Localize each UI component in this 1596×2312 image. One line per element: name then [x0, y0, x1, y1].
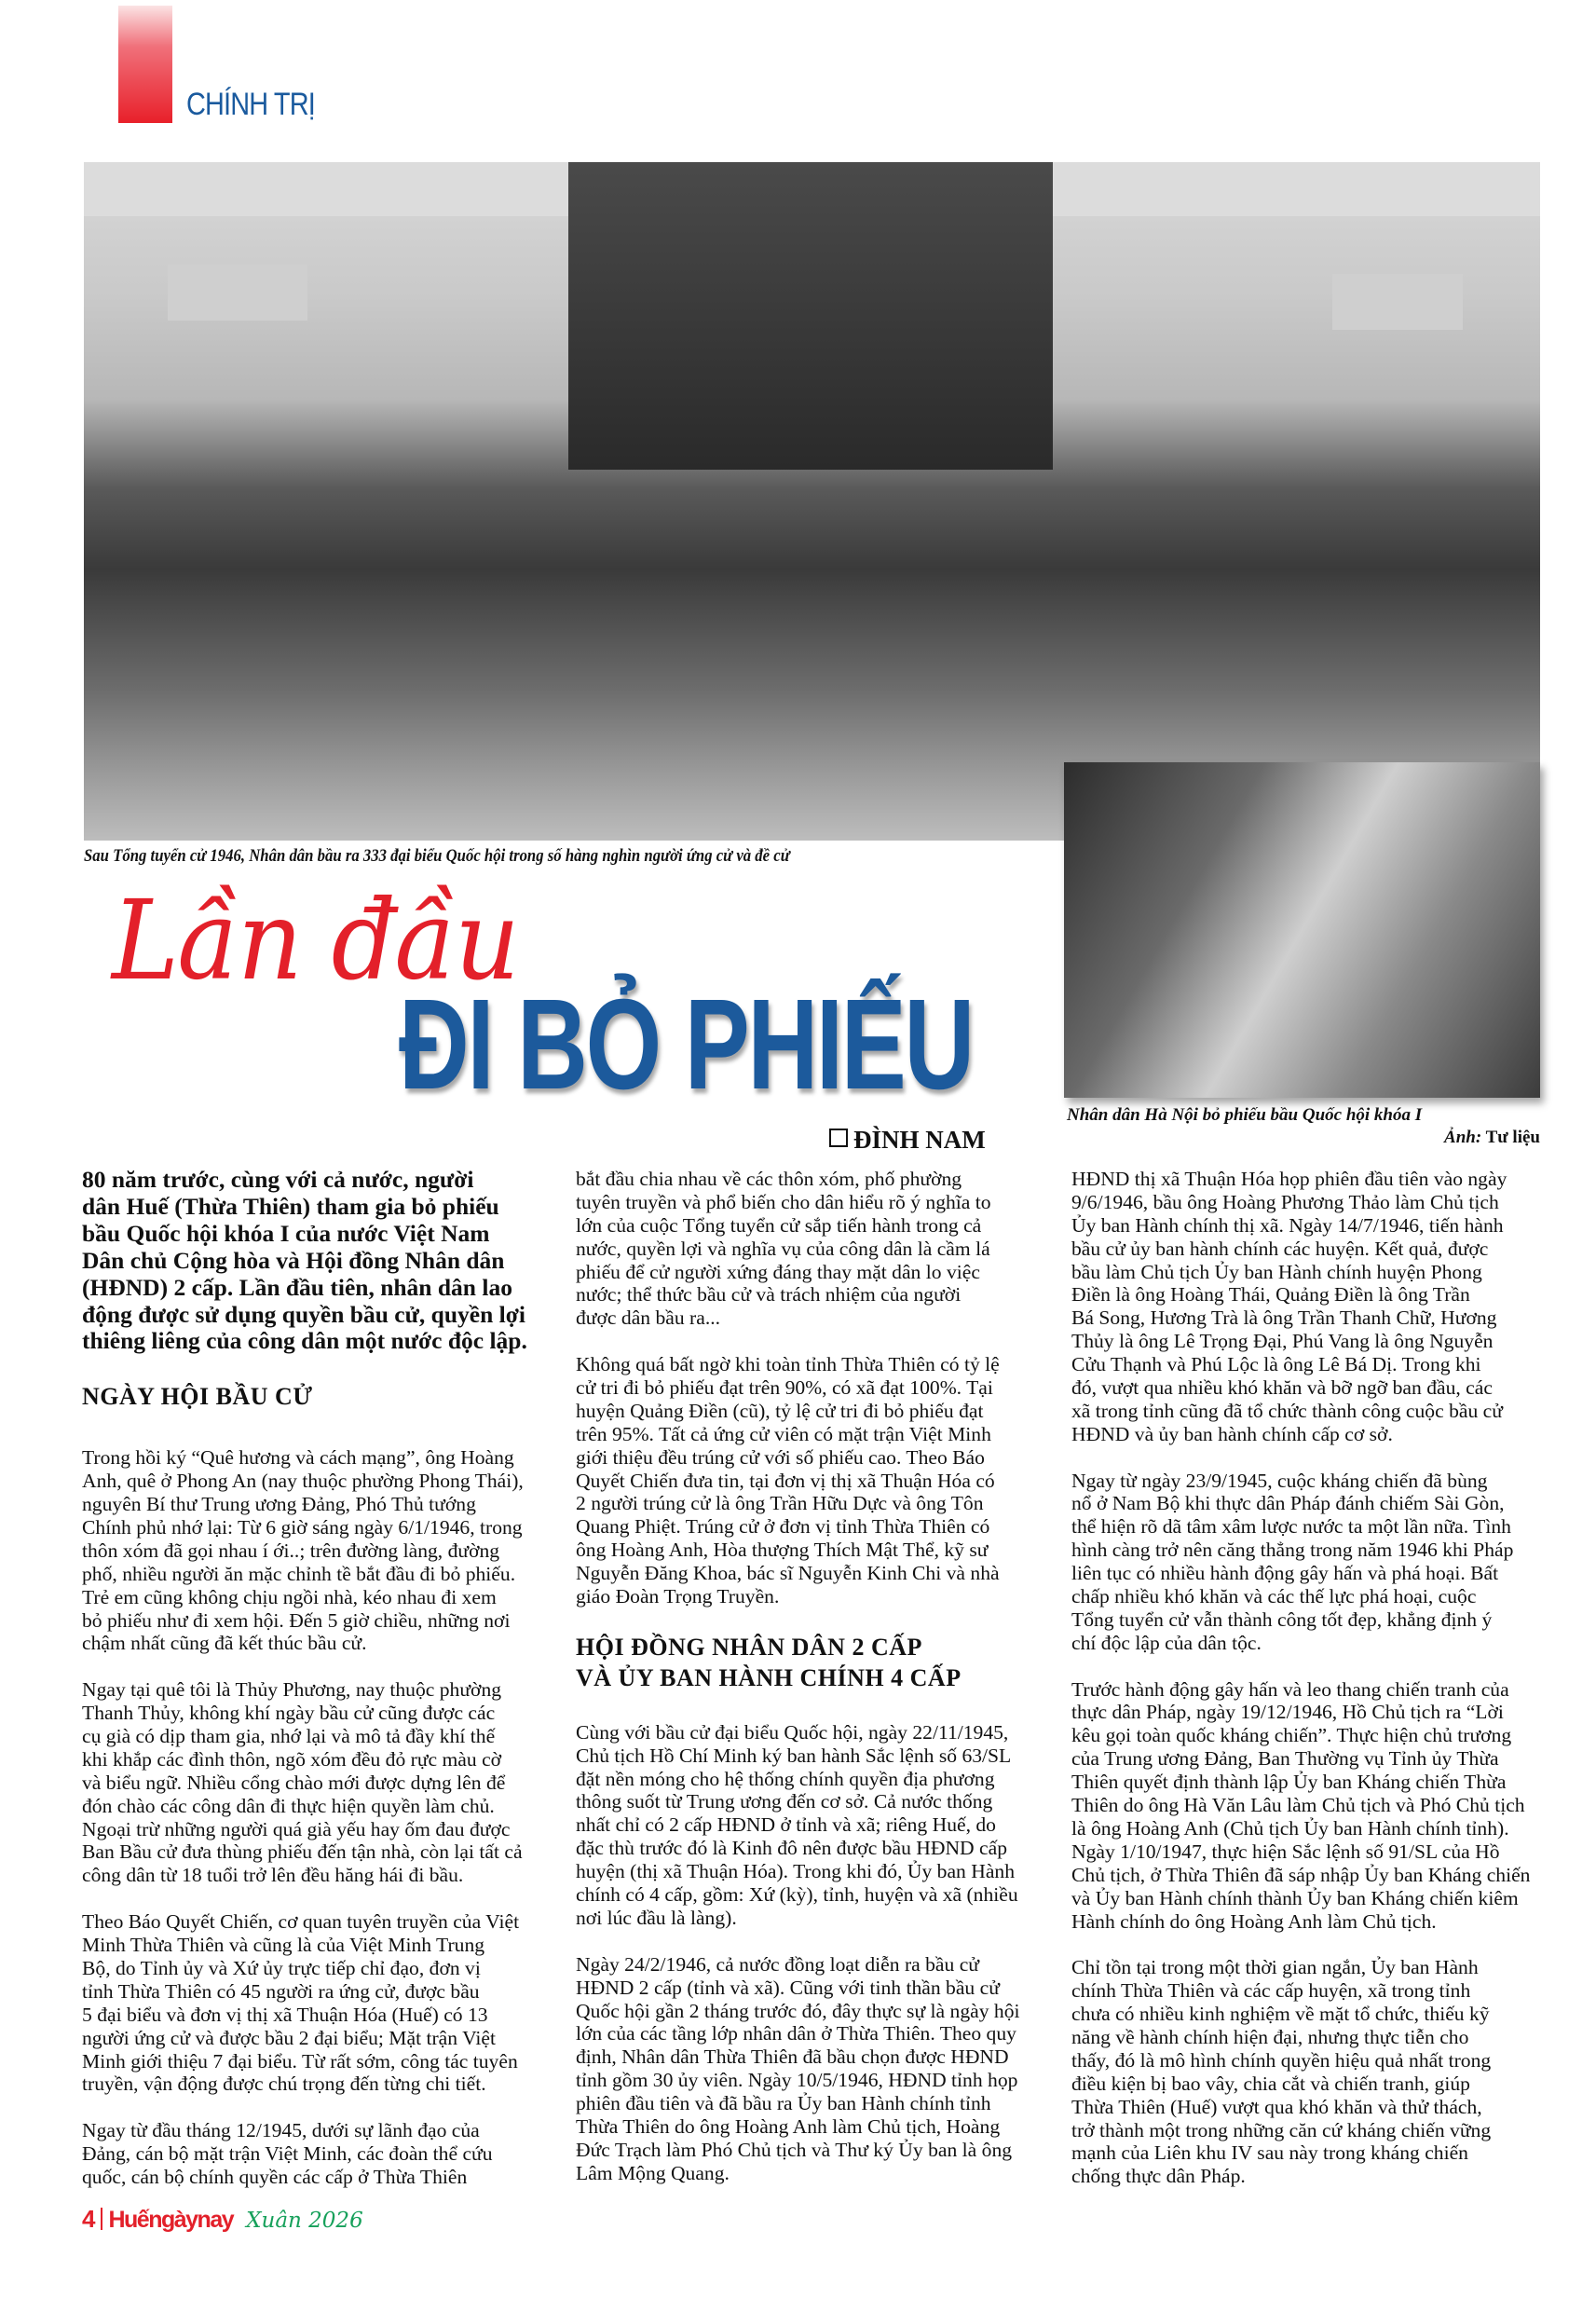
- section-label: CHÍNH TRỊ: [186, 87, 315, 122]
- text-line: Lâm Mộng Quang.: [576, 2161, 730, 2184]
- text-line: Chủ tịch, ở Thừa Thiên đã sáp nhập Ủy ban Kháng chiến: [1071, 1863, 1531, 1886]
- photo-credit: [1258, 1128, 1540, 1148]
- text-line: Tổng tuyển cử vẫn thành công tốt đẹp, khẳng định ý: [1071, 1607, 1493, 1631]
- text-line: bắt đầu chia nhau về các thôn xóm, phố phường: [576, 1168, 962, 1190]
- column-2: [576, 1168, 1051, 2209]
- text-line: mạnh của Liên khu IV sau này trong kháng chiến: [1071, 2141, 1468, 2165]
- text-line: nhất chỉ có 2 cấp HĐND ở tỉnh và xã; riêng Huế, do: [576, 1813, 996, 1837]
- text-line: bầu cử ủy ban hành chính các huyện. Kết quả, được: [1071, 1237, 1489, 1260]
- text-line: Thừa Thiên do ông Hoàng Anh làm Chủ tịch, Hoàng: [576, 2114, 1001, 2138]
- text-line: của Trung ương Đảng, Ban Thường vụ Tỉnh ủy Thừa: [1071, 1747, 1499, 1771]
- text-line: cử tri đi bỏ phiếu đạt trên 90%, có xã đạt 100%. Tại: [576, 1376, 993, 1400]
- text-line: Điền là ông Hoàng Thái, Quảng Điền là ông Trần: [1071, 1283, 1470, 1306]
- text-line: bầu Quốc hội khóa I của nước Việt Nam: [82, 1219, 490, 1247]
- text-line: trên 95%. Tất cả ứng cử viên có mặt trận Việt Minh: [576, 1422, 991, 1445]
- text-line: giáo Đoàn Trọng Truyền.: [576, 1585, 780, 1608]
- text-line: Anh, quê ở Phong An (nay thuộc phường Phong Thái),: [82, 1470, 524, 1493]
- text-line: cụ già có dịp tham gia, nhớ lại và mô tả đầy khí thế: [82, 1725, 496, 1748]
- text-line: Theo Báo Quyết Chiến, cơ quan tuyên truyền của Việt: [82, 1910, 520, 1934]
- text-line: chấp nhiều khó khăn và các thế lực phá hoại, cuộc: [1071, 1585, 1477, 1608]
- text-line: Minh Thừa Thiên và cũng là của Việt Minh Trung: [82, 1934, 485, 1957]
- text-line: Đảng, cán bộ mặt trận Việt Minh, các đoàn thể cứu: [82, 2142, 493, 2166]
- text-line: Ban Bầu cử đưa thùng phiếu đến tận nhà, còn lại tất cả: [82, 1840, 523, 1864]
- text-line: nước, quyền lợi và nghĩa vụ của công dân là cầm lá: [576, 1237, 990, 1260]
- paragraph: [1071, 1678, 1547, 1934]
- text-line: chậm nhất cũng đã kết thúc bầu cử.: [82, 1632, 367, 1655]
- text-line: Bộ, do Tỉnh ủy và Xứ ủy trực tiếp chỉ đạo, đơn vị: [82, 1956, 481, 1979]
- text-line: Thiên do ông Hà Văn Lâu làm Chủ tịch và Phó Chủ tịch: [1071, 1794, 1525, 1817]
- text-line: quốc, cán bộ chính quyền các cấp ở Thừa Thiên: [82, 2165, 468, 2188]
- paragraph: [82, 2119, 557, 2189]
- text-line: (HĐND) 2 cấp. Lần đầu tiên, nhân dân lao: [82, 1273, 512, 1301]
- photo-stair-crowd: [568, 162, 1053, 470]
- text-line: Quyết Chiến đưa tin, tại đơn vị thị xã Thuận Hóa có: [576, 1469, 995, 1492]
- text-line: Dân chủ Cộng hòa và Hội đồng Nhân dân: [82, 1246, 505, 1274]
- text-line: 9/6/1946, bầu ông Hoàng Phương Thảo làm Chủ tịch: [1071, 1190, 1499, 1213]
- text-line: nước; thể thức bầu cử và trách nhiệm của người: [576, 1283, 962, 1306]
- lead-paragraph: [82, 1167, 557, 1355]
- text-line: Không quá bất ngờ khi toàn tỉnh Thừa Thiên có tỷ lệ: [576, 1353, 1000, 1376]
- paragraph: [576, 1953, 1051, 2185]
- text-line: nơi lúc đầu là làng).: [576, 1906, 737, 1929]
- text-line: bầu làm Chủ tịch Ủy ban Hành chính huyện Phong: [1071, 1260, 1482, 1283]
- text-line: Hành chính do ông Hoàng Anh làm Chủ tịch.: [1071, 1909, 1437, 1933]
- text-line: chính có 4 cấp, gồm: Xứ (kỳ), tỉnh, huyện và xã (nhiều: [576, 1883, 1018, 1907]
- text-line: đón chào các công dân đi thực hiện quyền làm chủ.: [82, 1794, 495, 1817]
- text-line: Ngay từ đầu tháng 12/1945, dưới sự lãnh đạo của: [82, 2119, 480, 2142]
- heading-councils-line2: VÀ ỦY BAN HÀNH CHÍNH 4 CẤP: [576, 1663, 962, 1691]
- text-line: trở thành một trong những căn cứ kháng chiến vững: [1071, 2118, 1492, 2141]
- text-line: ông Hoàng Anh, Hòa thượng Thích Mật Thể, kỹ sư: [576, 1539, 989, 1562]
- text-line: thông suốt từ Trung ương đến cơ sở. Cả nước thống: [576, 1790, 993, 1813]
- text-line: chính Thừa Thiên và các cấp huyện, xã trong tỉnh: [1071, 1979, 1471, 2003]
- text-line: thấy, đó là mô hình chính quyền hiệu quả nhất trong: [1071, 2048, 1492, 2072]
- text-line: Chỉ tồn tại trong một thời gian ngắn, Ủy ban Hành: [1071, 1956, 1479, 1979]
- text-line: động được sử dụng quyền bầu cử, quyền lợi: [82, 1300, 525, 1328]
- magazine-name: Huếngàynay: [108, 2207, 234, 2233]
- text-line: Trẻ em cũng không chịu ngồi nhà, kéo nhau đi xem: [82, 1585, 497, 1608]
- text-line: truyền, vận động được chú trọng đến từng chi tiết.: [82, 2073, 486, 2096]
- text-line: phiếu để cử người xứng đáng thay mặt dân lo việc: [576, 1260, 980, 1283]
- column-1: [82, 1167, 557, 2212]
- text-line: lớn của cuộc Tổng tuyển cử sắp tiến hành trong cả: [576, 1213, 982, 1237]
- text-line: Quốc hội gần 2 tháng trước đó, đây thực sự là ngày hội: [576, 1999, 1020, 2022]
- credit-value: Tư liệu: [1485, 1128, 1540, 1147]
- text-line: người ứng cử và được bầu 2 đại biểu; Mặt trận Việt: [82, 2026, 496, 2049]
- text-line: Trước hành động gây hấn và leo thang chiến tranh của: [1071, 1677, 1509, 1701]
- text-line: Ngày 24/2/1946, cả nước đồng loạt diễn ra bầu cử: [576, 1952, 979, 1976]
- text-line: chí độc lập của dân tộc.: [1071, 1631, 1262, 1654]
- paragraph: [1071, 1168, 1547, 1446]
- main-photo-caption: Sau Tổng tuyển cử 1946, Nhân dân bầu ra 333 đại biểu Quốc hội trong số hàng nghìn người ứng cử và đề cử: [84, 846, 790, 866]
- edition-label: Xuân 2026: [246, 2209, 363, 2233]
- text-line: giới thiệu đều trúng cử với số phiếu cao. Theo Báo: [576, 1445, 985, 1469]
- column-3: [1071, 1168, 1547, 2211]
- text-line: định, Nhân dân Thừa Thiên đã bầu chọn được HĐND: [576, 2045, 1009, 2069]
- text-line: điều kiện bị bao vây, chia cắt và chiến tranh, giúp: [1071, 2072, 1470, 2095]
- text-line: xã trong tỉnh cũng đã tổ chức thành công cuộc bầu cử: [1071, 1399, 1503, 1422]
- main-photo-crowd: [84, 162, 1540, 841]
- text-line: 2 người trúng cử là ông Trần Hữu Dực và ông Tôn: [576, 1492, 984, 1515]
- column-1-body: [82, 1446, 557, 2189]
- text-line: Quang Phiệt. Trúng cử ở đơn vị tỉnh Thừa Thiên có: [576, 1515, 990, 1539]
- text-line: Minh giới thiệu 7 đại biểu. Từ rất sớm, công tác tuyên: [82, 2049, 518, 2073]
- title-script: Lần đầu: [112, 876, 519, 1005]
- text-line: huyện Quảng Điền (cũ), tỷ lệ cử tri đi bỏ phiếu đạt: [576, 1399, 984, 1422]
- footer-divider: [101, 2208, 102, 2230]
- text-line: đặc thù trước đó là Kinh đô nên được bầu HĐND cấp: [576, 1837, 1008, 1860]
- author-byline: [829, 1126, 986, 1155]
- text-line: tỉnh gồm 30 ủy viên. Ngày 10/5/1946, HĐND tỉnh họp: [576, 2069, 1018, 2092]
- text-line: là ông Hoàng Anh (Chủ tịch Ủy ban Hành chính tỉnh).: [1071, 1816, 1509, 1840]
- text-line: liên tục có nhiều hành động gây hấn và phá hoại. Bất: [1071, 1562, 1499, 1585]
- text-line: kêu gọi toàn quốc kháng chiến”. Thực hiện chủ trương: [1071, 1724, 1512, 1747]
- text-line: đặt nền móng cho hệ thống chính quyền địa phương: [576, 1767, 995, 1790]
- paragraph: [576, 1353, 1051, 1608]
- text-line: Ủy ban Hành chính thị xã. Ngày 14/7/1946, tiến hành: [1071, 1213, 1504, 1237]
- text-line: Đức Trạch làm Phó Chủ tịch và Thư ký Ủy ban là ông: [576, 2138, 1013, 2161]
- text-line: và biểu ngữ. Nhiều cổng chào mới được dựng lên để: [82, 1771, 506, 1794]
- text-line: chưa có nhiều kinh nghiệm về mặt tổ chức, thiếu kỹ: [1071, 2003, 1490, 2026]
- text-line: Chính phủ nhớ lại: Từ 6 giờ sáng ngày 6/1/1946, trong: [82, 1516, 523, 1539]
- paragraph: [82, 1446, 557, 1655]
- column-2-body-a: [576, 1168, 1051, 1608]
- text-line: huyện (thị xã Thuận Hóa). Trong khi đó, Ủy ban Hành: [576, 1860, 1016, 1883]
- text-line: phố, nhiều người ăn mặc chỉnh tề bắt đầu đi bỏ phiếu.: [82, 1562, 516, 1585]
- text-line: 80 năm trước, cùng với cả nước, người: [82, 1166, 474, 1193]
- text-line: lớn của các tầng lớp nhân dân ở Thừa Thiên. Theo quy: [576, 2022, 1016, 2045]
- credit-label: Ảnh:: [1444, 1128, 1482, 1147]
- text-line: Ngày 1/10/1947, thực hiện Sắc lệnh số 91/SL của Hồ: [1071, 1840, 1500, 1863]
- text-line: Thanh Thủy, không khí ngày bầu cử cũng được các: [82, 1702, 496, 1725]
- heading-election-day: NGÀY HỘI BẦU CỬ: [82, 1383, 313, 1411]
- text-line: đó, vượt qua nhiều khó khăn và bỡ ngỡ ban đầu, các: [1071, 1376, 1493, 1400]
- text-line: HĐND 2 cấp (tỉnh và xã). Cũng với tinh thần bầu cử: [576, 1976, 1000, 1999]
- author-name: ĐÌNH NAM: [853, 1126, 986, 1154]
- text-line: khi khắp các đình thôn, ngõ xóm đều đỏ rực màu cờ: [82, 1747, 502, 1771]
- square-bullet-icon: [829, 1129, 848, 1147]
- text-line: thôn xóm đã gọi nhau í ới..; trên đường làng, đường: [82, 1539, 500, 1562]
- text-line: Thủy là ông Lê Trọng Đại, Phú Vang là ông Nguyễn: [1071, 1330, 1494, 1353]
- text-line: nổ ở Nam Bộ khi thực dân Pháp đánh chiếm Sài Gòn,: [1071, 1492, 1505, 1515]
- paragraph: [1071, 1956, 1547, 2188]
- page-number: 4: [82, 2205, 96, 2233]
- text-line: HĐND và ủy ban hành chính cấp cơ sở.: [1071, 1422, 1393, 1445]
- text-line: Thừa Thiên (Huế) vượt qua khó khăn và thử thách,: [1071, 2095, 1482, 2118]
- text-line: Chủ tịch Hồ Chí Minh ký ban hành Sắc lệnh số 63/SL: [576, 1744, 1012, 1767]
- text-line: hình càng trở nên căng thẳng trong năm 1946 khi Pháp: [1071, 1539, 1514, 1562]
- text-line: phiên đầu tiên và đã bầu ra Ủy ban Hành chính tỉnh: [576, 2092, 991, 2115]
- heading-councils-line1: HỘI ĐỒNG NHÂN DÂN 2 CẤP: [576, 1633, 922, 1661]
- text-line: thể hiện rõ dã tâm xâm lược nước ta một lần nữa. Tình: [1071, 1515, 1511, 1539]
- text-line: nguyên Bí thư Trung ương Đảng, Phó Thủ tướng: [82, 1493, 476, 1516]
- text-line: 5 đại biểu và đơn vị thị xã Thuận Hóa (Huế) có 13: [82, 2003, 488, 2026]
- title-main: ĐI BỎ PHIẾU: [399, 973, 973, 1116]
- paragraph: [1071, 1470, 1547, 1655]
- text-line: được dân bầu ra...: [576, 1306, 721, 1330]
- text-line: Cùng với bầu cử đại biểu Quốc hội, ngày 22/11/1945,: [576, 1720, 1009, 1744]
- text-line: năng về hành chính hiện đại, nhưng thực tiễn cho: [1071, 2025, 1469, 2048]
- paragraph: [576, 1168, 1051, 1330]
- second-photo-voting: [1064, 762, 1540, 1098]
- section-accent-bar: [118, 6, 172, 123]
- text-line: Nguyễn Đăng Khoa, bác sĩ Nguyễn Kinh Chi và nhà: [576, 1562, 1000, 1585]
- second-photo-caption: Nhân dân Hà Nội bỏ phiếu bầu Quốc hội khóa I: [1067, 1105, 1423, 1125]
- paragraph: [82, 1910, 557, 2096]
- text-line: Bá Song, Hương Trà là ông Trần Thanh Chữ, Hương: [1071, 1306, 1497, 1330]
- paragraph: [82, 1678, 557, 1887]
- text-line: dân Huế (Thừa Thiên) tham gia bỏ phiếu: [82, 1192, 499, 1220]
- text-line: Ngay từ ngày 23/9/1945, cuộc kháng chiến đã bùng: [1071, 1469, 1488, 1492]
- text-line: thực dân Pháp, ngày 19/12/1946, Hồ Chủ tịch ra “Lời: [1071, 1701, 1504, 1724]
- column-2-body-b: [576, 1721, 1051, 2185]
- text-line: Thiên quyết định thành lập Ủy ban Kháng chiến Thừa: [1071, 1771, 1507, 1794]
- text-line: công dân từ 18 tuổi trở lên đều hăng hái đi bầu.: [82, 1864, 464, 1887]
- text-line: Trong hồi ký “Quê hương và cách mạng”, ông Hoàng: [82, 1446, 514, 1470]
- text-line: Ngay tại quê tôi là Thủy Phương, nay thuộc phường: [82, 1678, 502, 1702]
- text-line: tỉnh Thừa Thiên có 45 người ra ứng cử, được bầu: [82, 1979, 480, 2003]
- heading-councils: [576, 1632, 1051, 1693]
- text-line: Ngoại trừ những người quá già yếu hay ốm đau được: [82, 1817, 511, 1840]
- text-line: HĐND thị xã Thuận Hóa họp phiên đầu tiên vào ngày: [1071, 1168, 1507, 1190]
- page-footer: [82, 2205, 363, 2234]
- paragraph: [576, 1721, 1051, 1930]
- text-line: Cửu Thạnh và Phú Lộc là ông Lê Bá Dị. Trong khi: [1071, 1353, 1481, 1376]
- column-3-body: [1071, 1168, 1547, 2188]
- text-line: và Ủy ban Hành chính thành Ủy ban Kháng chiến kiêm: [1071, 1886, 1519, 1909]
- text-line: thiêng liêng của công dân một nước độc lập.: [82, 1327, 527, 1355]
- photo-window: [168, 265, 307, 321]
- text-line: bỏ phiếu như đi xem hội. Đến 5 giờ chiều, những nơi: [82, 1608, 511, 1632]
- photo-window: [1332, 274, 1463, 330]
- text-line: tuyên truyền và phổ biến cho dân hiểu rõ ý nghĩa to: [576, 1190, 991, 1213]
- text-line: chống thực dân Pháp.: [1071, 2165, 1246, 2188]
